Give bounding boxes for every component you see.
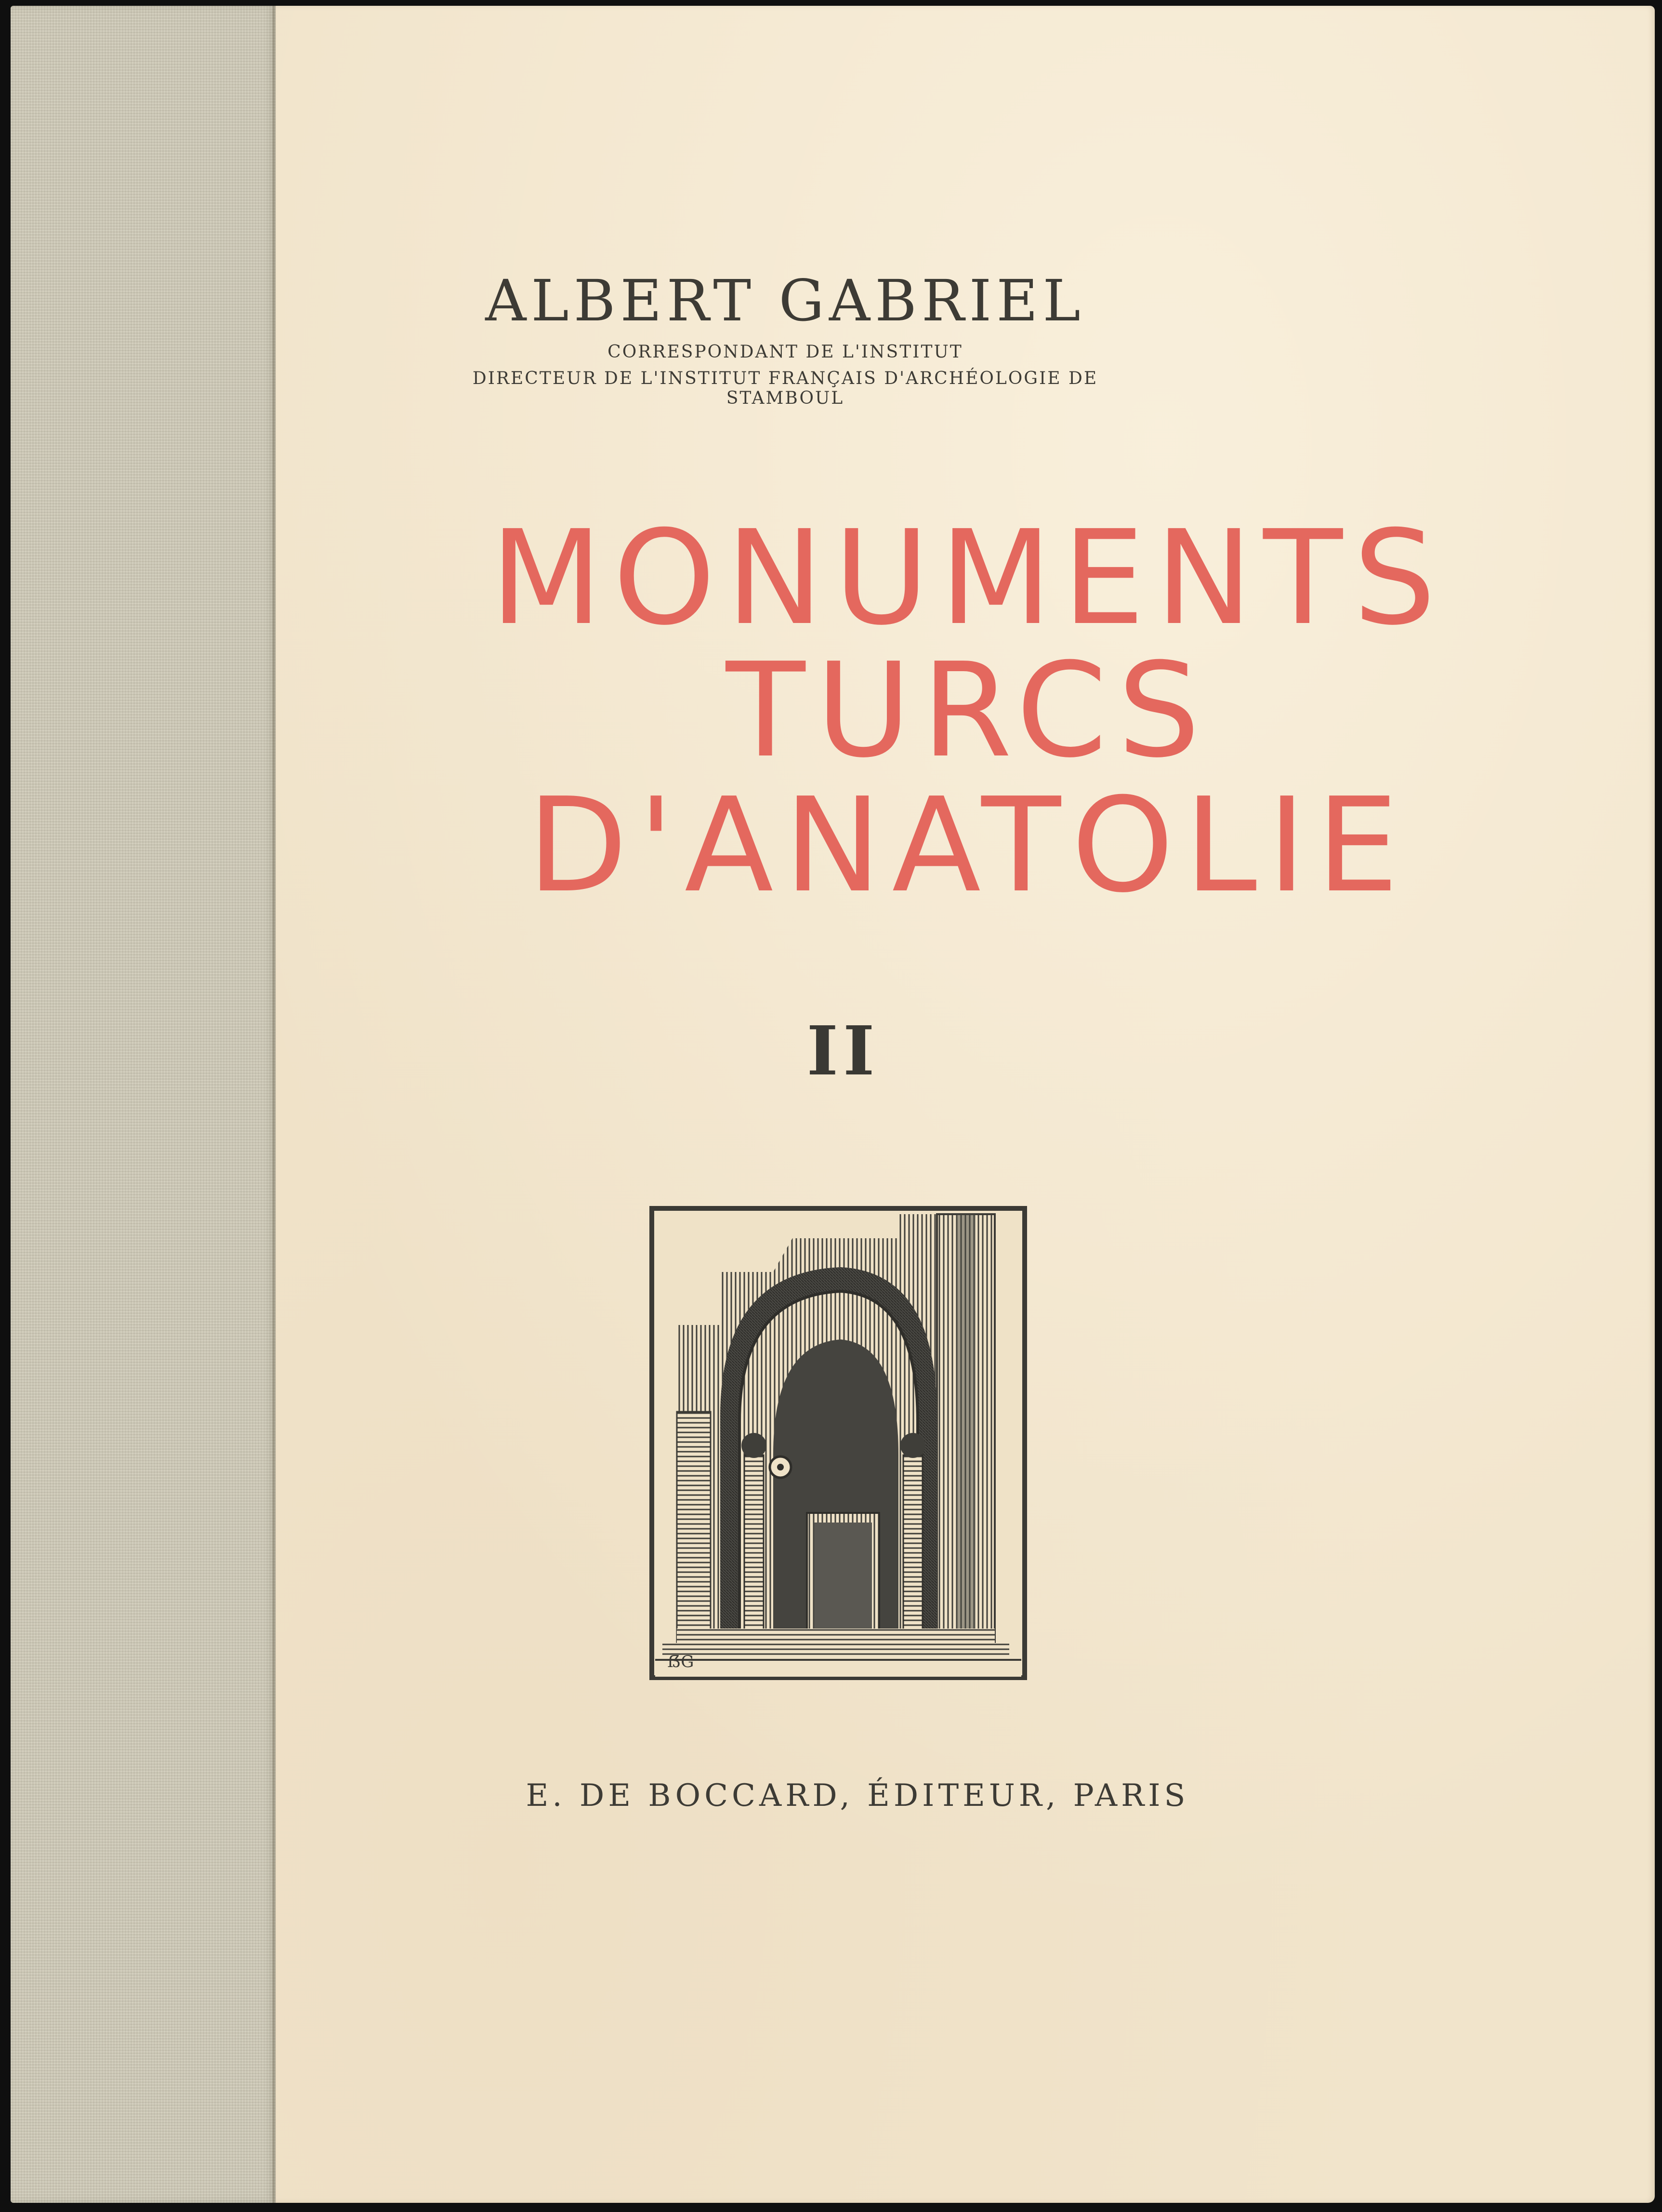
svg-text:ẞG: ẞG	[667, 1652, 694, 1671]
title-line-2: TURCS	[725, 635, 1211, 786]
title-line-1: MONUMENTS	[490, 502, 1447, 654]
publisher-line: E. DE BOCCARD, ÉDITEUR, PARIS	[526, 1778, 1189, 1814]
author-name: ALBERT GABRIEL	[485, 267, 1085, 334]
author-affiliation-1: CORRESPONDANT DE L'INSTITUT	[607, 342, 963, 362]
volume-number: II	[806, 1012, 880, 1091]
author-affiliation-2: DIRECTEUR DE L'INSTITUT FRANÇAIS D'ARCHÉOLOGIE DE STAMBOUL	[472, 369, 1098, 408]
title-line-3: D'ANATOLIE	[527, 769, 1410, 921]
spine-edge	[273, 6, 277, 2203]
portal-engraving	[648, 1205, 1029, 1682]
cloth-spine	[11, 6, 276, 2203]
